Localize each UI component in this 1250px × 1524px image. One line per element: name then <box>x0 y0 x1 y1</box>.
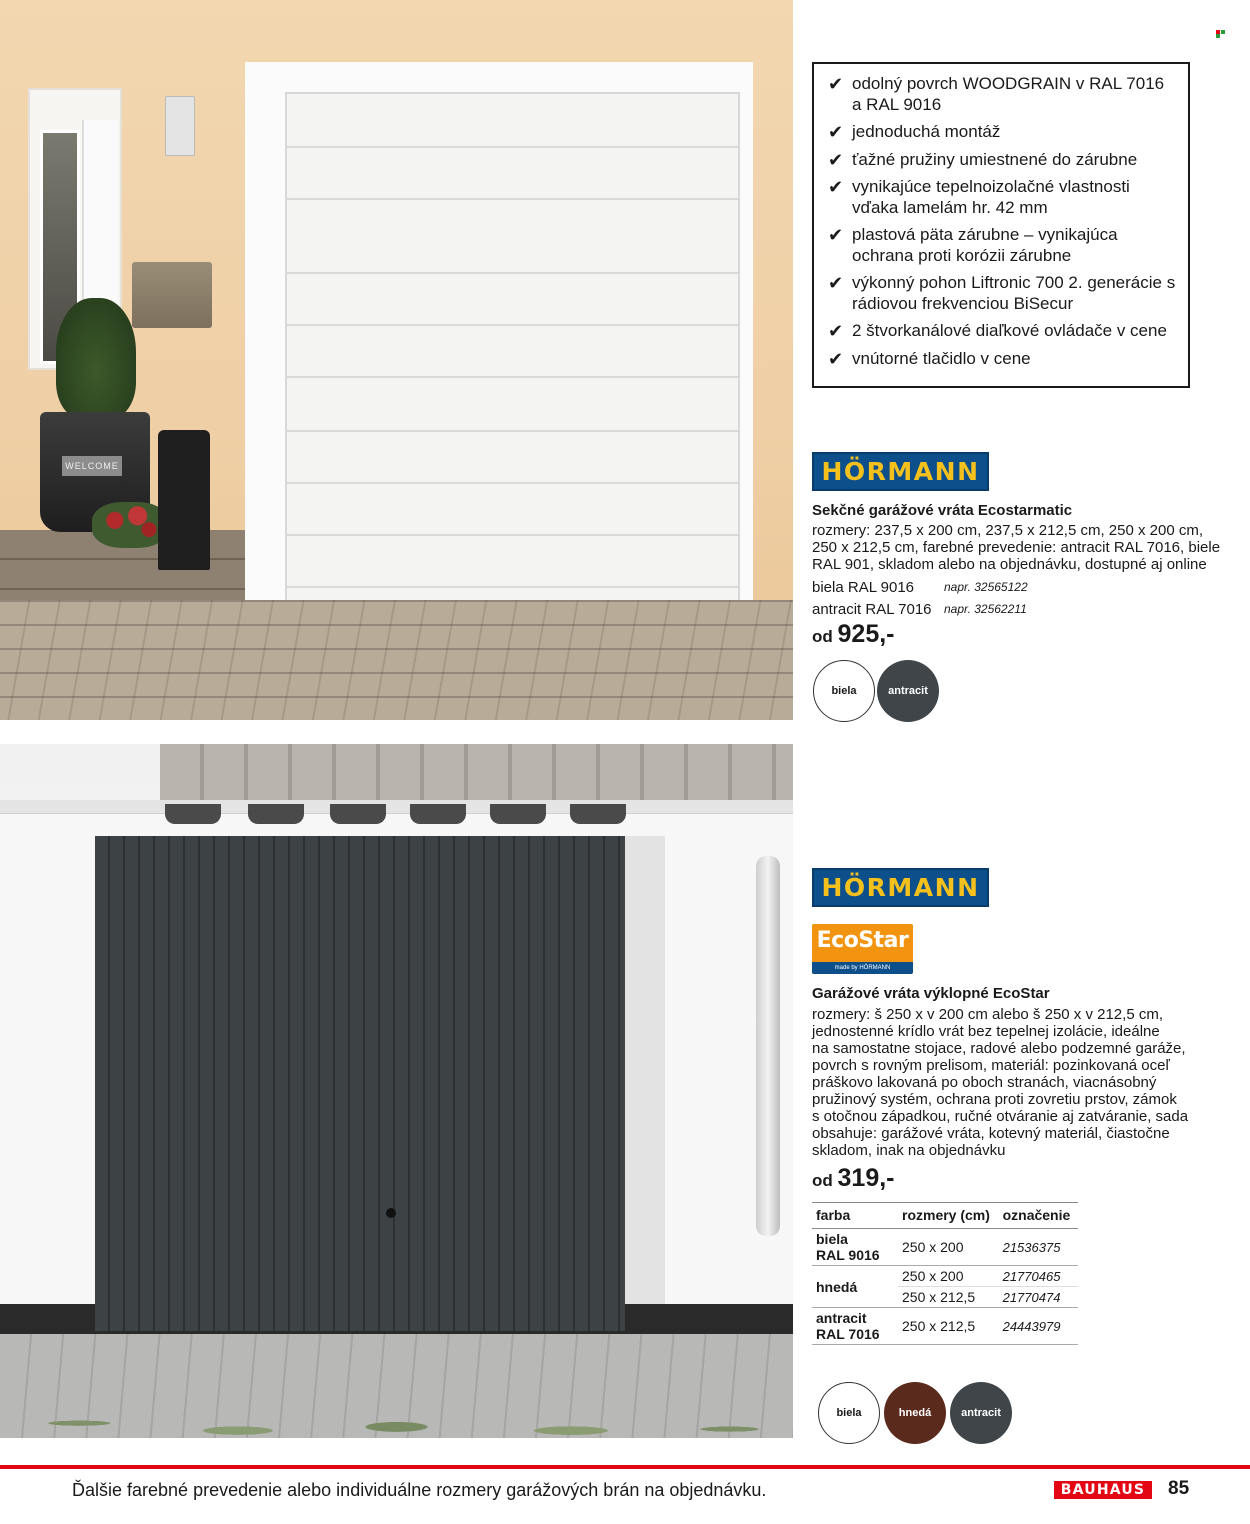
hormann-logo-text: HÖRMANN <box>821 457 980 486</box>
size-cell: 250 x 200 <box>902 1268 964 1284</box>
check-icon: ✔ <box>828 74 844 94</box>
price <box>812 620 895 649</box>
color-name: biela <box>816 1231 848 1247</box>
feature-item <box>828 122 1176 143</box>
product-description <box>812 522 1220 573</box>
sectional-door-photo <box>0 0 793 720</box>
description-line: povrch s rovným prelisom, materiál: pozinkovaná oceľ <box>812 1057 1170 1074</box>
description-line: obsahuje: garážové vráta, kotevný materiál, čiastočne <box>812 1125 1170 1142</box>
price-prefix: od <box>812 1171 833 1190</box>
color-swatch-anthracite: antracit <box>877 660 939 722</box>
feature-list <box>828 74 1176 369</box>
color-swatch-white: biela <box>813 660 875 722</box>
spec-table <box>812 1202 1078 1345</box>
feature-item <box>828 321 1176 342</box>
welcome-sign: WELCOME <box>62 456 122 476</box>
column-header: rozmery (cm) <box>898 1203 999 1229</box>
description-line: 250 x 212,5 cm, farebné prevedenie: antracit RAL 7016, biele <box>812 539 1221 556</box>
feature-text: vynikajúce tepelnoizolačné vlastnosti vďaka lamelám hr. 42 mm <box>852 177 1130 217</box>
door-handle <box>386 1208 396 1218</box>
check-icon: ✔ <box>828 273 844 293</box>
description-line: na samostatne stojace, radové alebo podzemné garáže, <box>812 1040 1186 1057</box>
up-and-over-door-photo <box>0 744 793 1438</box>
color-cell <box>812 1229 898 1266</box>
description-line: rozmery: 237,5 x 200 cm, 237,5 x 212,5 cm, 250 x 200 cm, <box>812 522 1204 539</box>
check-icon: ✔ <box>828 348 844 369</box>
article-number: napr. 32565122 <box>944 580 1028 594</box>
roof-tiles <box>160 744 793 800</box>
wall-lamp <box>165 96 195 156</box>
footer-note: Ďalšie farebné prevedenie alebo individuálne rozmery garážových brán na objednávku. <box>72 1480 767 1500</box>
code-cell: 24443979 <box>999 1308 1078 1345</box>
features-box <box>812 62 1190 388</box>
price-value: 319,- <box>837 1164 895 1192</box>
ecostar-logo <box>812 924 913 974</box>
lavender-plants <box>0 1364 793 1438</box>
white-sectional-door <box>285 92 740 635</box>
color-name: antracit <box>816 1310 867 1326</box>
description-line: s otočnou západkou, ručné otváranie aj zatváranie, sada <box>812 1108 1189 1125</box>
flower-pot <box>92 502 168 548</box>
feature-text: jednoduchá montáž <box>852 122 1001 141</box>
code-cell: 21536375 <box>999 1229 1078 1266</box>
downpipe <box>756 856 780 1236</box>
description-line: jednostenné krídlo vrát bez tepelnej izolácie, ideálne <box>812 1023 1160 1040</box>
ecostar-logo-subtext: made by HÖRMANN <box>812 962 913 974</box>
check-icon: ✔ <box>828 149 844 170</box>
check-icon: ✔ <box>828 225 844 245</box>
feature-item <box>828 150 1176 171</box>
mailbox <box>132 262 212 328</box>
ecostar-logo-text: EcoStar <box>816 928 909 953</box>
price-value: 925,- <box>837 620 895 648</box>
table-row <box>812 1229 1078 1266</box>
code-cell: 21770465 <box>1002 1268 1061 1284</box>
variant-row <box>812 579 1028 596</box>
article-number: napr. 32562211 <box>944 602 1027 616</box>
size-cell: 250 x 200 <box>898 1229 999 1266</box>
potted-shrub <box>56 298 136 418</box>
table-row <box>812 1266 1078 1287</box>
size-cell: 250 x 212,5 <box>898 1287 999 1308</box>
variant-label: antracit RAL 7016 <box>812 601 932 618</box>
description-line: práškovo lakovaná po oboch stranách, viacnásobný <box>812 1074 1157 1091</box>
check-icon: ✔ <box>828 122 844 142</box>
feature-item <box>828 273 1176 314</box>
feature-text: vnútorné tlačidlo v cene <box>852 348 1031 368</box>
color-ral: RAL 7016 <box>816 1326 880 1342</box>
bauhaus-logo: BAUHAUS <box>1054 1481 1152 1499</box>
product-description <box>812 1006 1188 1159</box>
description-line: rozmery: š 250 x v 200 cm alebo š 250 x v 212,5 cm, <box>812 1006 1163 1023</box>
table-header-row <box>812 1203 1078 1229</box>
size-cell: 250 x 212,5 <box>898 1308 999 1345</box>
feature-text: výkonný pohon Liftronic 700 2. generácie s rádiovou frekvenciou BiSecur <box>852 273 1176 313</box>
feature-item <box>828 349 1176 370</box>
product-title: Sekčné garážové vráta Ecostarmatic <box>812 502 1073 519</box>
feature-text: plastová päta zárubne – vynikajúca ochrana proti korózii zárubne <box>852 225 1118 265</box>
column-header: označenie <box>999 1203 1078 1229</box>
feature-text: odolný povrch WOODGRAIN v RAL 7016 a RAL 9016 <box>852 74 1165 114</box>
price-prefix: od <box>812 627 833 646</box>
color-cell: hnedá <box>812 1266 898 1308</box>
description-line: skladom, inak na objednávku <box>812 1142 1006 1159</box>
hormann-logo-text: HÖRMANN <box>821 873 980 902</box>
hormann-logo <box>812 452 989 491</box>
page-number: 85 <box>1168 1478 1190 1499</box>
feature-item <box>828 74 1176 115</box>
paved-driveway <box>0 600 793 720</box>
table-row <box>812 1308 1078 1345</box>
color-ral: RAL 9016 <box>816 1247 880 1263</box>
variant-label: biela RAL 9016 <box>812 579 915 596</box>
check-icon: ✔ <box>828 177 844 197</box>
hormann-logo <box>812 868 989 907</box>
color-cell <box>812 1308 898 1345</box>
description-line: RAL 901, skladom alebo na objednávku, dostupné aj online <box>812 556 1207 573</box>
color-swatch-white: biela <box>818 1382 880 1444</box>
feature-item <box>828 225 1176 266</box>
footer-divider <box>0 1465 1250 1469</box>
anthracite-garage-door <box>95 836 625 1331</box>
description-line: pružinový systém, ochrana proti zovretiu prstov, zámok <box>812 1091 1177 1108</box>
feature-text: ťažné pružiny umiestnené do zárubne <box>852 149 1138 169</box>
check-icon: ✔ <box>828 321 844 341</box>
roof-eaves <box>0 800 793 814</box>
feature-text: 2 štvorkanálové diaľkové ovládače v cene <box>852 321 1167 340</box>
color-swatch-anthracite: antracit <box>950 1382 1012 1444</box>
price <box>812 1164 895 1193</box>
product-title: Garážové vráta výklopné EcoStar <box>812 985 1050 1002</box>
corner-logo-icon <box>1216 30 1226 38</box>
garden-lantern <box>158 430 210 570</box>
variant-row <box>812 601 1027 618</box>
color-swatch-brown: hnedá <box>884 1382 946 1444</box>
feature-item <box>828 177 1176 218</box>
column-header: farba <box>812 1203 898 1229</box>
code-cell: 21770474 <box>999 1287 1078 1308</box>
